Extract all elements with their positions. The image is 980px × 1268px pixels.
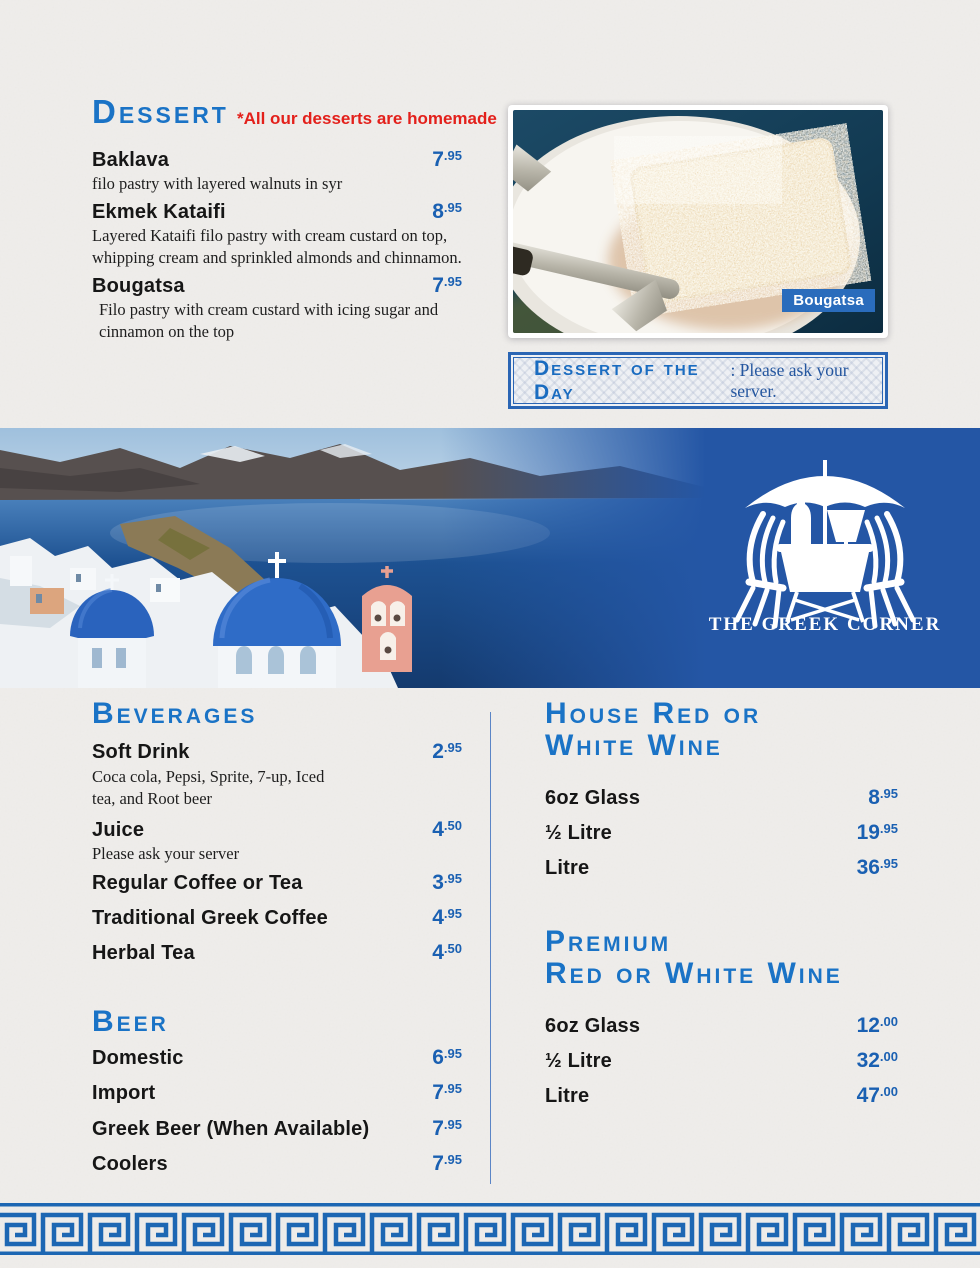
item-name: Baklava	[92, 149, 170, 171]
item-desc: Layered Kataifi filo pastry with cream custard on top, whipping cream and sprinkled almonds and chinnamon.	[92, 226, 462, 267]
menu-item-baklava	[92, 148, 462, 172]
special-title: Dessert of the Day	[534, 356, 700, 404]
item-price: $7^{.95}$	[432, 148, 462, 171]
menu-item-premium-glass: 6oz Glass $12^{.00}$	[545, 1014, 898, 1037]
menu-item-greek-coffee: Traditional Greek Coffee $4^{.95}$	[92, 906, 462, 929]
item-desc: Please ask your server	[92, 844, 240, 863]
menu-item-domestic: Domestic $6^{.95}$	[92, 1046, 462, 1069]
logo-text: THE GREEK CORNER	[708, 614, 942, 635]
greek-key-border	[0, 1203, 980, 1255]
santorini-banner	[0, 428, 980, 688]
dessert-section-title: Dessert	[92, 93, 229, 130]
menu-item-regular-coffee: Regular Coffee or Tea $3^{.95}$	[92, 871, 462, 894]
menu-item-juice: Juice $4^{.50}$	[92, 818, 462, 841]
menu-item-house-half-litre: ½ Litre $19^{.95}$	[545, 821, 898, 844]
item-desc: Filo pastry with cream custard with icing sugar and cinnamon on the top	[99, 300, 439, 341]
menu-item-premium-half-litre: ½ Litre $32^{.00}$	[545, 1049, 898, 1072]
menu-item-house-litre: Litre $36^{.95}$	[545, 856, 898, 879]
menu-item-import: Import $7^{.95}$	[92, 1081, 462, 1104]
item-desc: Coca cola, Pepsi, Sprite, 7-up, Iced tea, and Root beer	[92, 767, 325, 808]
item-desc: filo pastry with layered walnuts in syr	[92, 174, 343, 193]
dessert-homemade-note: *All our desserts are homemade	[237, 109, 497, 128]
menu-item-greek-beer: Greek Beer (When Available) $7^{.95}$	[92, 1117, 462, 1140]
item-price: $7^{.95}$	[432, 274, 462, 297]
photo-caption-badge: Bougatsa	[782, 289, 875, 312]
bougatsa-photo	[508, 105, 888, 338]
beverages-section-title: Beverages	[92, 697, 258, 730]
beer-section-title: Beer	[92, 1005, 169, 1038]
column-divider	[490, 712, 491, 1184]
menu-item-soft-drink: Soft Drink $2^{.95}$	[92, 740, 462, 763]
menu-item-ekmek	[92, 200, 462, 224]
menu-item-herbal-tea: Herbal Tea $4^{.50}$	[92, 941, 462, 964]
menu-item-premium-litre: Litre $47^{.00}$	[545, 1084, 898, 1107]
menu-item-coolers: Coolers $7^{.95}$	[92, 1152, 462, 1175]
premium-wine-section-title: Premium Red or White Wine	[545, 925, 843, 991]
dessert-of-the-day-box	[508, 352, 888, 409]
menu-item-bougatsa	[92, 274, 462, 298]
menu-item-house-glass: 6oz Glass $8^{.95}$	[545, 786, 898, 809]
house-wine-section-title: House Red or White Wine	[545, 697, 762, 763]
item-name: Ekmek Kataifi	[92, 201, 226, 223]
item-price: $8^{.95}$	[432, 200, 462, 223]
dessert-of-the-day-inner	[513, 357, 883, 404]
special-text: : Please ask your server.	[730, 359, 849, 401]
item-name: Bougatsa	[92, 275, 185, 297]
